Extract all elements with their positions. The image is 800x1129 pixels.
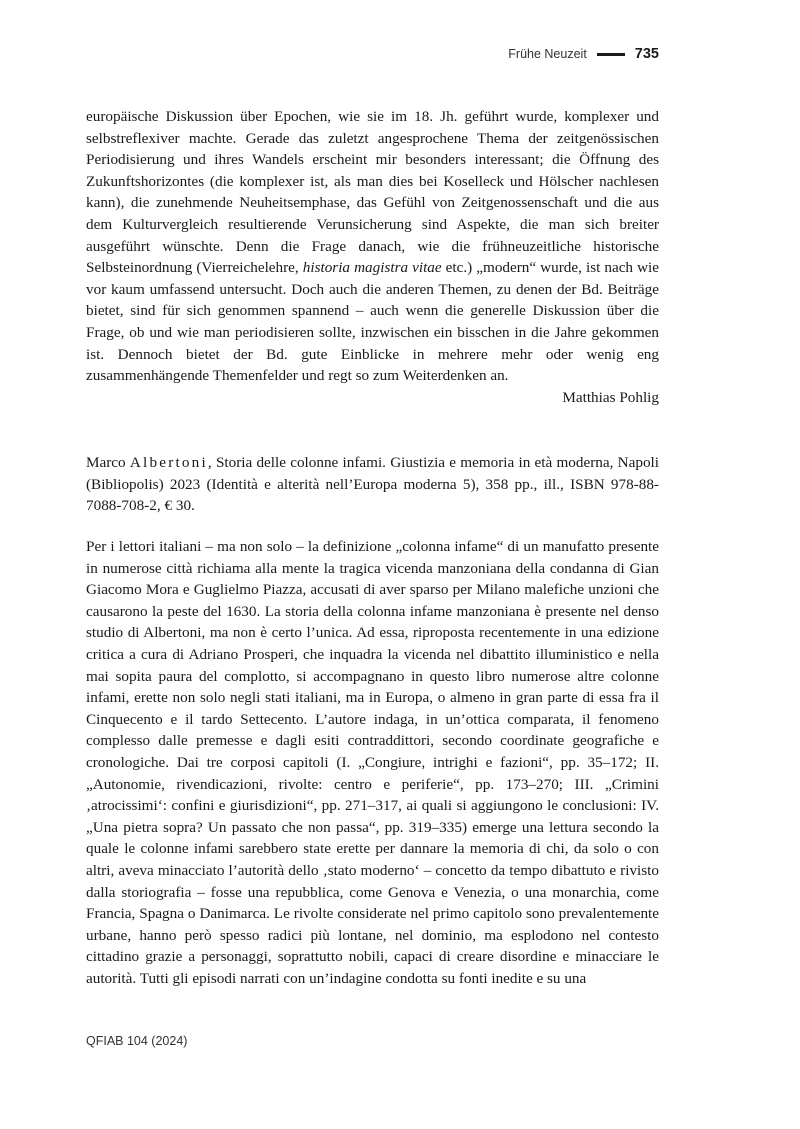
- author-surname: Albertoni: [129, 454, 208, 471]
- bibliography-paragraph: [86, 452, 659, 517]
- review-body: [86, 536, 659, 989]
- bibliographic-entry: [86, 452, 659, 517]
- previous-review-ending: [86, 106, 659, 408]
- author-first-name: Marco: [86, 454, 126, 471]
- italic-term: historia magistra vitae: [302, 259, 442, 277]
- text-part-2: etc.) „modern“ wurde, ist nach wie vor kaum umfassend untersucht. Doch auch die anderen Themen, zu denen der Bd. Beiträge bietet, sind für sich genommen spannend – auch wenn die generelle Diskussion über die Frage, ob und wie man periodisieren sollte, inzwischen ein bisschen in die Jahre gekommen ist. Dennoch bietet der Bd. gute Einblicke in mehrere mehr oder wenig eng zusammenhängende Themenfelder und regt so zum Weiterdenken an.: [86, 259, 659, 385]
- running-header: [508, 44, 659, 64]
- journal-footer: QFIAB 104 (2024): [86, 1034, 188, 1048]
- previous-review-paragraph: [86, 106, 659, 387]
- review-paragraph: Per i lettori italiani – ma non solo – la definizione „colonna infame“ di un manufatto presente in numerose città richiama alla mente la tragica vicenda manzoniana della condanna di Gian Giacomo Mora e Guglielmo Piazza, accusati di aver sparso per Milano malefiche unzioni che causarono la peste del 1630. La storia della colonna infame manzoniana è presente nel denso studio di Albertoni, ma non è certo l’unica. Ad essa, riproposta recentemente in una edizione critica a cura di Adriano Prosperi, che inquadra la vicenda nel dibattito illuministico e nella mai sopita paura del complotto, si accompagnano in questo libro numerose altre colonne infami, erette non solo negli stati italiani, ma in Europa, o almeno in gran parte di essa fra il Cinquecento e il tardo Settecento. L’autore indaga, in un’ottica comparata, il fenomeno complesso dalle premesse e dagli esiti contraddittori, secondo coordinate geografiche e cronologiche. Dai tre corposi capitoli (I. „Congiure, intrighi e fazioni“, pp. 35–172; II. „Autonomie, rivendicazioni, rivolte: centro e periferie“, pp. 173–270; III. „Crimini ‚atrocissimi‘: confini e giurisdizioni“, pp. 271–317, ai quali si aggiungono le conclusioni: IV. „Una pietra sopra? Un passato che non passa“, pp. 319–335) emerge una lettura secondo la quale le colonne infami sarebbero state erette per dannare la memoria di chi, da solo o con altri, aveva minacciato l’autorità dello ‚stato moderno‘ – concetto da tempo dibattuto e rivisto dalla storiografia – fosse una repubblica, come Genova e Venezia, o una monarchia, come Francia, Spagna o Danimarca. Le rivolte considerate nel primo capitolo sono prevalentemente urbane, hanno però spesso radici più lontane, nel dominio, ma esplodono nel contesto cittadino grazie a personaggi, soprattutto nobili, capaci di creare disordine e minacciare le autorità. Tutti gli episodi narrati con un’indagine condotta su fonti inedite e su una: [86, 538, 659, 987]
- text-part-1: europäische Diskussion über Epochen, wie sie im 18. Jh. geführt wurde, komplexer und selbstreflexiver machte. Gerade das zuletzt angesprochene Thema der zeitgenössischen Periodisierung und ihres Wandels erscheint mir besonders interessant; die Öffnung des Zukunftshorizontes (die komplexer ist, als man dies bei Koselleck und Hölscher nachlesen kann), die zunehmende Neuheitsemphase, das Gefühl von Zeitgenossenschaft und die aus dem Kulturvergleich resultierende Verunsicherung sind Aspekte, die man sich breiter ausgeführt wünschte. Denn die Frage danach, wie die frühneuzeitliche historische Selbsteinordnung (Vierreichelehre,: [86, 108, 659, 277]
- reviewer-signature: Matthias Pohlig: [562, 388, 659, 406]
- header-rule: [597, 53, 625, 56]
- page-number: 735: [634, 46, 659, 62]
- book-details: , Storia delle colonne infami. Giustizia e memoria in età moderna, Napoli (Bibliopolis) 2023 (Identità e alterità nell’Europa moderna 5), 358 pp., ill., ISBN 978-88-7088-708-2, € 30.: [86, 454, 659, 515]
- section-title: Frühe Neuzeit: [508, 47, 587, 61]
